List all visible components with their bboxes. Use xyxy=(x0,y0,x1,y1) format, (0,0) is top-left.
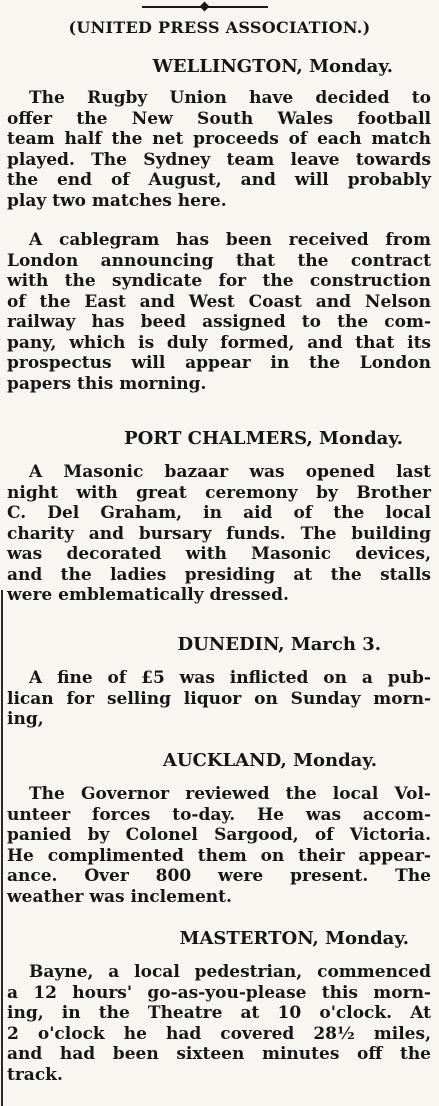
article-paragraph xyxy=(7,230,431,394)
agency-heading: (UNITED PRESS ASSOCIATION.) xyxy=(68,18,371,37)
text-line: 2 o'clock he had covered 28½ miles, xyxy=(7,1023,431,1044)
column-rule xyxy=(1,590,3,1106)
dateline-port-chalmers: PORT CHALMERS, Monday. xyxy=(124,428,403,449)
text-line: A fine of £5 was inflicted on a pub- xyxy=(29,668,431,688)
text-line: Bayne, a local pedestrian, commenced xyxy=(29,962,431,982)
text-line: a 12 hours' go-as-you-please this morn- xyxy=(7,982,431,1003)
text-line: night with great ceremony by Brother xyxy=(7,482,431,503)
text-line: offer the New South Wales football xyxy=(7,108,431,129)
rule-ornament xyxy=(200,2,210,12)
text-line: of the East and West Coast and Nelson xyxy=(7,291,431,312)
article-paragraph xyxy=(7,962,431,1085)
text-line: ing, xyxy=(7,709,44,729)
article-paragraph xyxy=(7,668,431,730)
text-line: lican for selling liquor on Sunday morn- xyxy=(7,688,431,709)
dateline-dunedin: DUNEDIN, March 3. xyxy=(177,634,381,655)
text-line: railway has beed assigned to the com- xyxy=(7,312,431,332)
text-line: He complimented them on their appear- xyxy=(7,845,431,866)
text-line: played. The Sydney team leave towards xyxy=(7,149,431,170)
text-line: A cablegram has been received from xyxy=(29,230,431,250)
dateline-masterton: MASTERTON, Monday. xyxy=(179,928,409,949)
text-line: The Governor reviewed the local Vol- xyxy=(29,784,431,804)
text-line: The Rugby Union have decided to xyxy=(29,88,431,108)
text-line: papers this morning. xyxy=(7,373,207,394)
dateline-wellington: WELLINGTON, Monday. xyxy=(152,56,393,77)
text-line: prospectus will appear in the London xyxy=(7,353,431,373)
text-line: and had been sixteen minutes off the xyxy=(7,1044,431,1064)
text-line: pany, which is duly formed, and that its xyxy=(7,332,431,353)
header-rule xyxy=(0,2,439,12)
text-line: charity and bursary funds. The building xyxy=(7,523,431,544)
text-line: and the ladies presiding at the stalls xyxy=(7,564,431,585)
text-line: play two matches here. xyxy=(7,190,227,211)
article-paragraph xyxy=(7,784,431,907)
text-line: with the syndicate for the construction xyxy=(7,271,431,291)
text-line: unteer forces to-day. He was accom- xyxy=(7,804,431,825)
text-line: weather was inclement. xyxy=(7,886,232,907)
text-line: A Masonic bazaar was opened last xyxy=(29,462,431,482)
text-line: ance. Over 800 were present. The xyxy=(7,866,431,886)
dateline-auckland: AUCKLAND, Monday. xyxy=(162,750,377,771)
text-line: London announcing that the contract xyxy=(7,250,431,271)
article-paragraph xyxy=(7,462,431,606)
text-line: ing, in the Theatre at 10 o'clock. At xyxy=(7,1003,431,1023)
text-line: were emblematically dressed. xyxy=(7,585,289,605)
text-line: panied by Colonel Sargood, of Victoria. xyxy=(7,825,431,845)
text-line: was decorated with Masonic devices, xyxy=(7,544,431,564)
text-line: track. xyxy=(7,1064,63,1085)
article-paragraph xyxy=(7,88,431,211)
text-line: team half the net proceeds of each match xyxy=(7,129,431,149)
text-line: the end of August, and will probably xyxy=(7,170,431,190)
text-line: C. Del Graham, in aid of the local xyxy=(7,503,431,523)
